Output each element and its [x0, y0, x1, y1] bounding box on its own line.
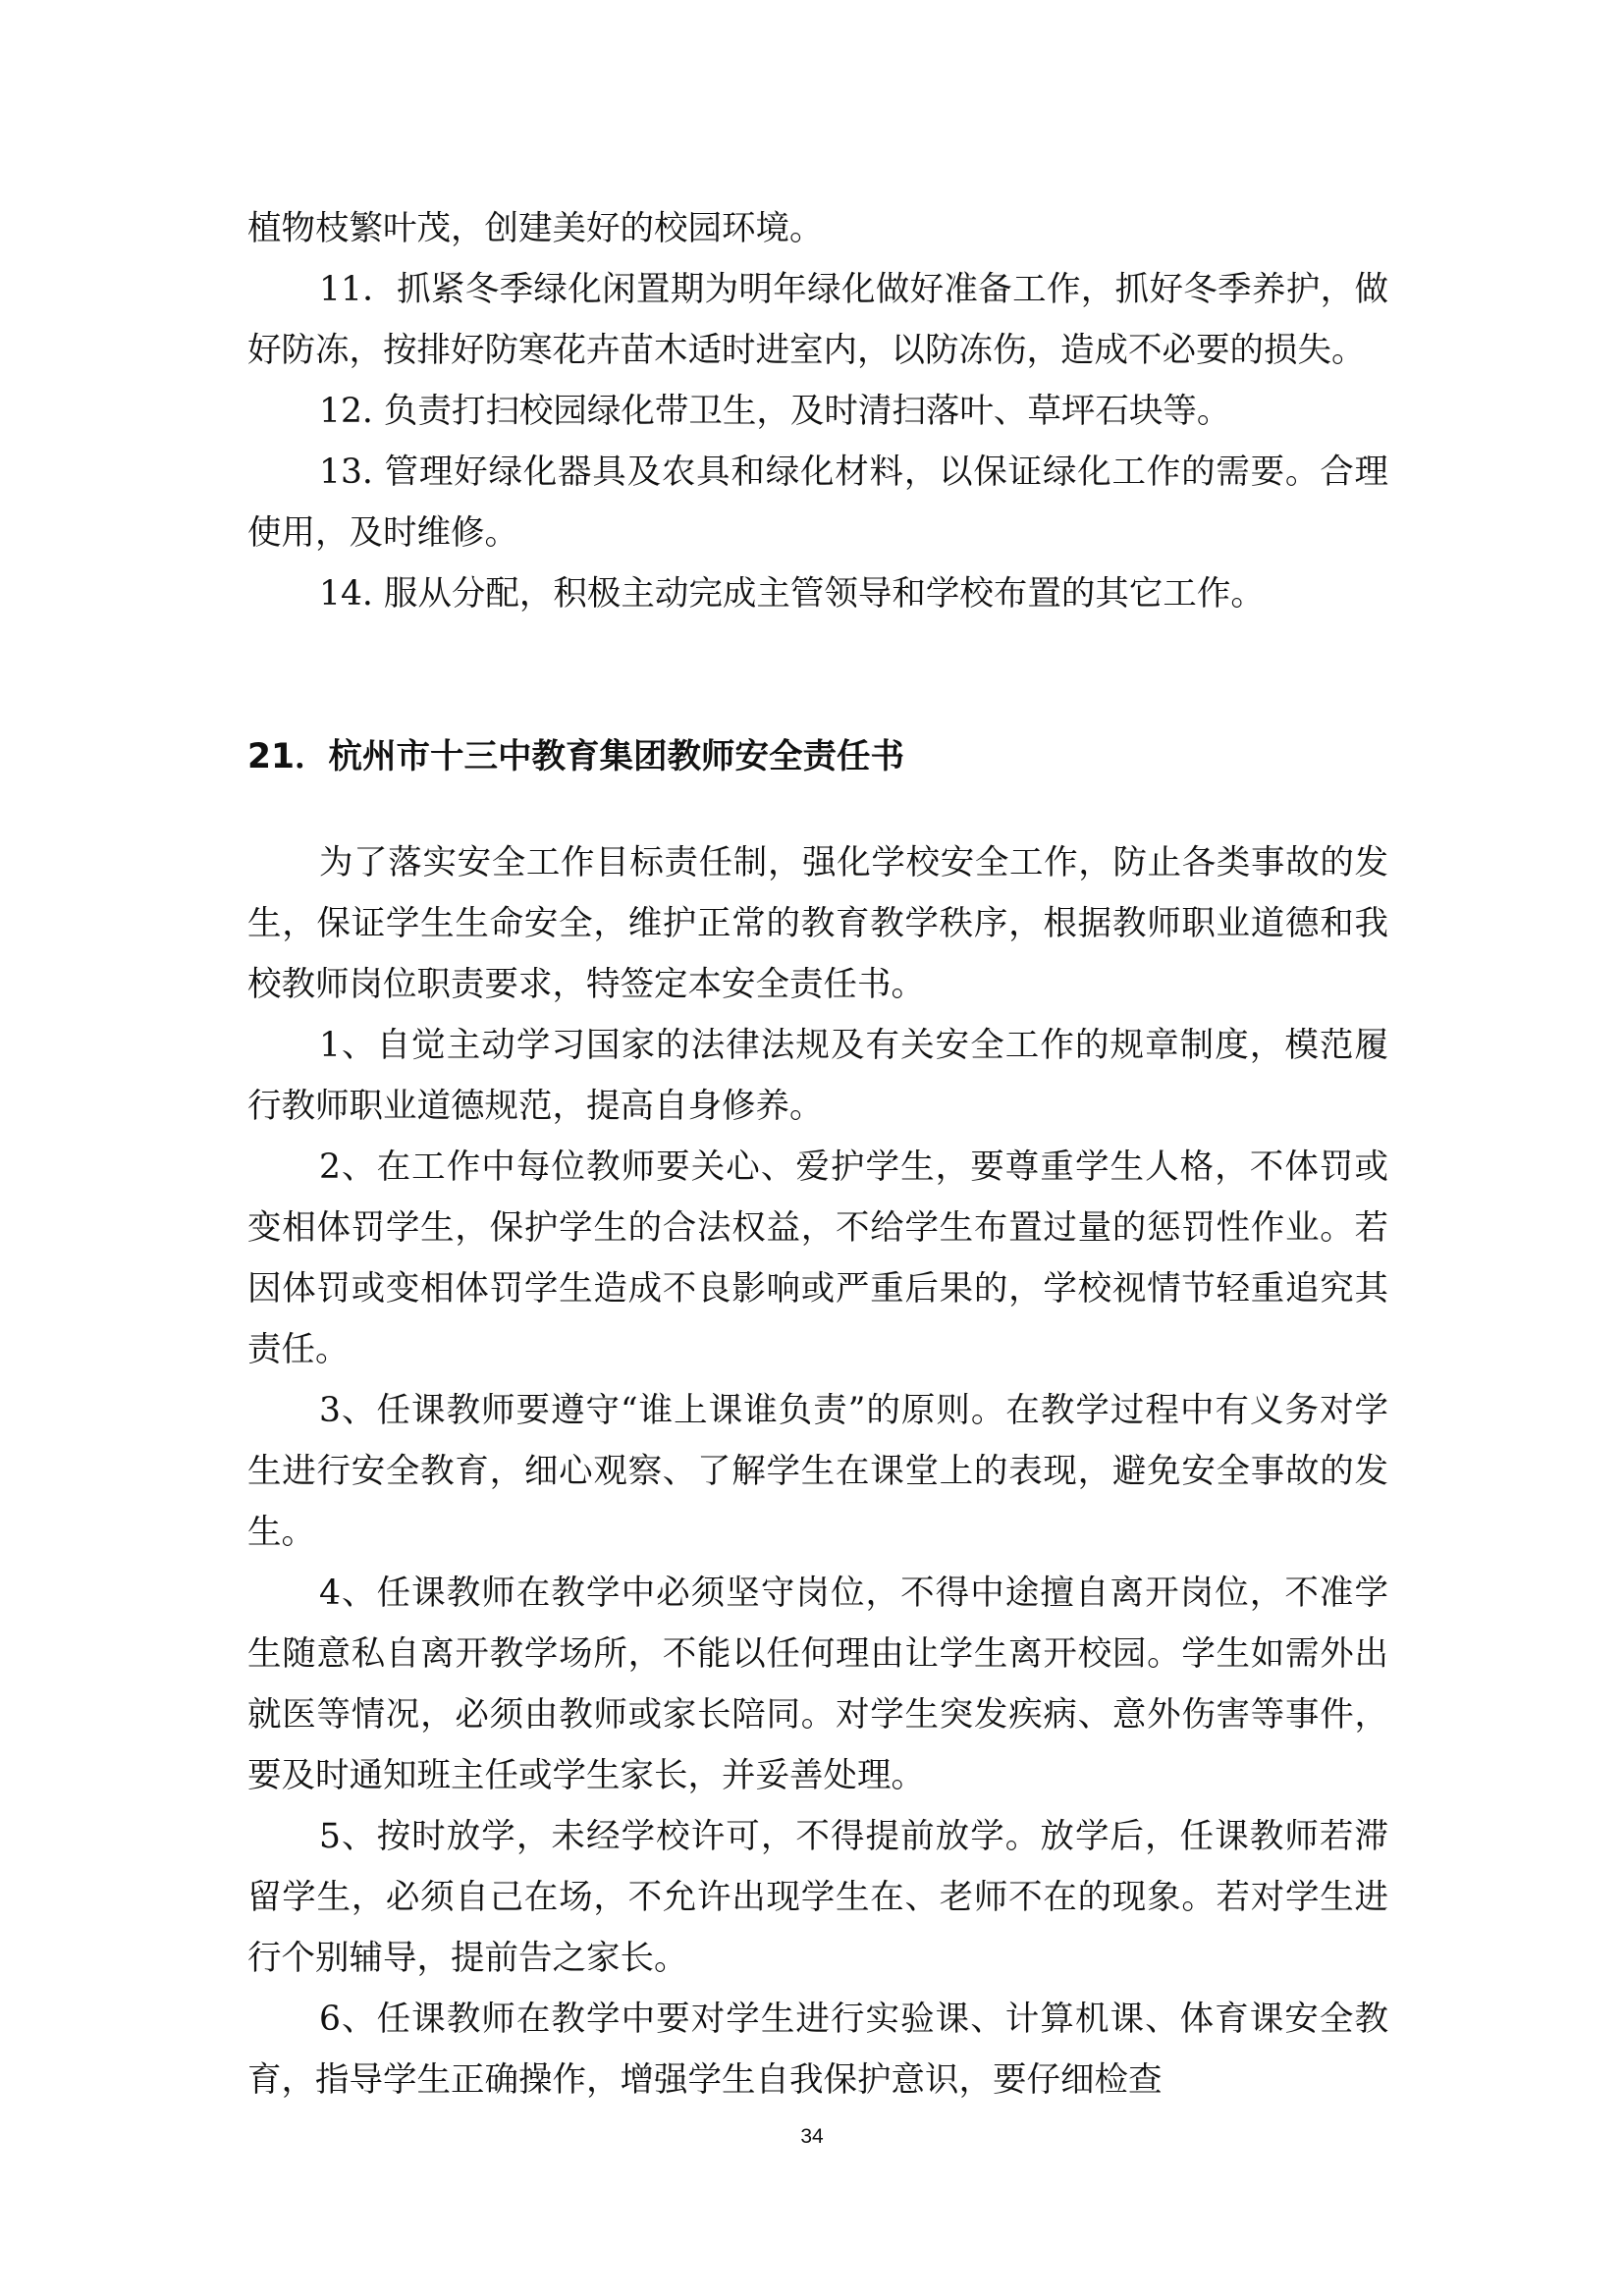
- section-intro-paragraph: 为了落实安全工作目标责任制，强化学校安全工作，防止各类事故的发生，保证学生生命安全，维护正常的教育教学秩序，根据教师职业道德和我校教师岗位职责要求，特签定本安全责任书。: [247, 843, 1388, 1004]
- clause-3: 3、任课教师要遵守“谁上课谁负责”的原则。在教学过程中有义务对学生进行安全教育，细心观察、了解学生在课堂上的表现，避免安全事故的发生。: [247, 1391, 1388, 1552]
- page-number: 34: [800, 2125, 824, 2148]
- section-body: [247, 832, 1388, 2110]
- paragraph-continuation: 植物枝繁叶茂，创建美好的校园环境。: [247, 209, 824, 248]
- clause-6: 6、任课教师在教学中要对学生进行实验课、计算机课、体育课安全教育，指导学生正确操作，增强学生自我保护意识，要仔细检查: [247, 2000, 1388, 2100]
- paragraph-item-12: 12. 负责打扫校园绿化带卫生，及时清扫落叶、草坪石块等。: [319, 392, 1231, 431]
- clause-2: 2、在工作中每位教师要关心、爱护学生，要尊重学生人格，不体罚或变相体罚学生，保护学生的合法权益，不给学生布置过量的惩罚性作业。若因体罚或变相体罚学生造成不良影响或严重后果的，学校视情节轻重追究其责任。: [247, 1148, 1388, 1369]
- clause-1: 1、自觉主动学习国家的法律法规及有关安全工作的规章制度，模范履行教师职业道德规范，提高自身修养。: [247, 1026, 1388, 1126]
- paragraph-item-13: 13. 管理好绿化器具及农具和绿化材料，以保证绿化工作的需要。合理使用，及时维修。: [247, 453, 1388, 553]
- section-heading: 21．杭州市十三中教育集团教师安全责任书: [247, 737, 905, 776]
- paragraph-item-11: 11．抓紧冬季绿化闲置期为明年绿化做好准备工作，抓好冬季养护，做好防冻，按排好防寒花卉苗木适时进室内，以防冻伤，造成不必要的损失。: [247, 270, 1388, 370]
- paragraph-item-14: 14. 服从分配，积极主动完成主管领导和学校布置的其它工作。: [319, 574, 1265, 614]
- top-paragraph-block: [247, 198, 1388, 624]
- clause-4: 4、任课教师在教学中必须坚守岗位，不得中途擅自离开岗位，不准学生随意私自离开教学场所，不能以任何理由让学生离开校园。学生如需外出就医等情况，必须由教师或家长陪同。对学生突发疾病、意外伤害等事件，要及时通知班主任或学生家长，并妥善处理。: [247, 1574, 1388, 1795]
- clause-5: 5、按时放学，未经学校许可，不得提前放学。放学后，任课教师若滞留学生，必须自己在场，不允许出现学生在、老师不在的现象。若对学生进行个别辅导，提前告之家长。: [247, 1817, 1388, 1978]
